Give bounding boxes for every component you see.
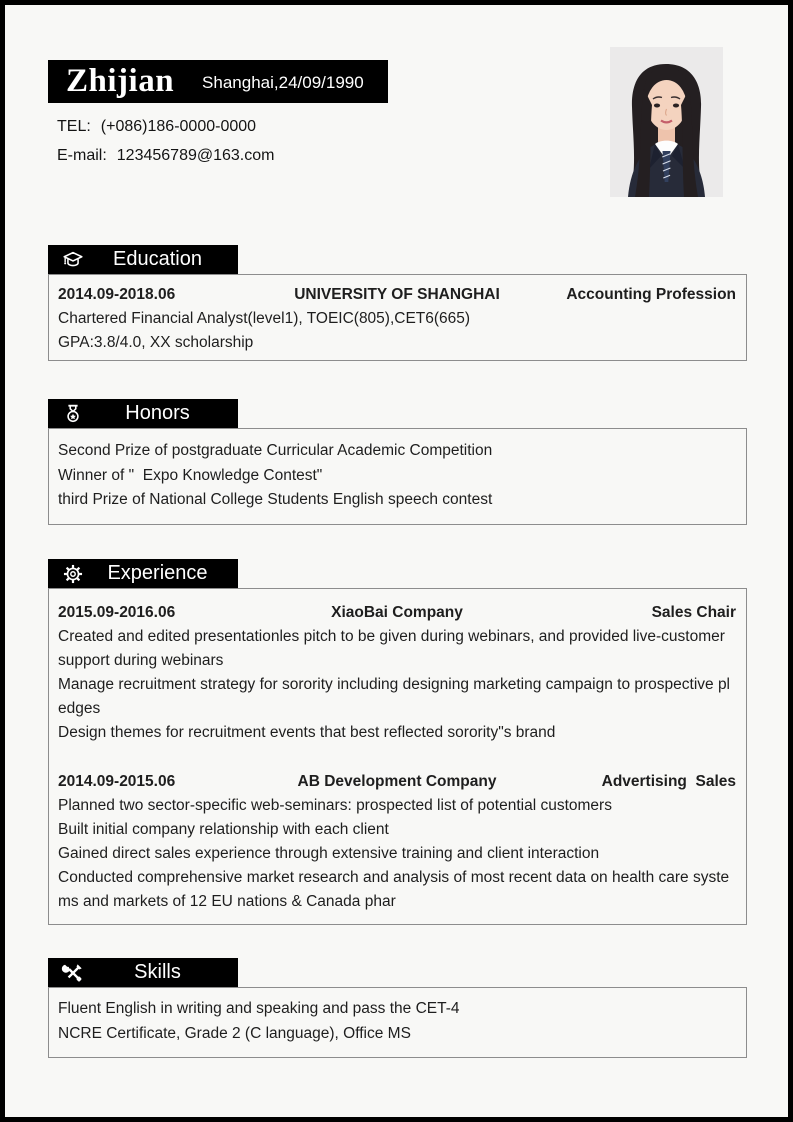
experience-box	[48, 588, 747, 925]
email-value: 123456789@163.com	[116, 147, 275, 164]
profile-photo	[610, 47, 723, 197]
birth-info: Shanghai,24/09/1990	[202, 73, 364, 92]
education-school: UNIVERSITY OF SHANGHAI	[294, 286, 500, 303]
honor-line: third Prize of National College Students English speech contest	[58, 491, 493, 508]
skill-line: Fluent English in writing and speaking and pass the CET-4	[58, 1000, 460, 1017]
experience-title: Experience	[107, 562, 208, 584]
job-bullet: Created and edited presentationles pitch to be given during webinars, and provided live-customer support during webinars	[58, 628, 730, 669]
tel-line	[57, 117, 256, 137]
experience-header	[48, 559, 238, 588]
job-bullet: Built initial company relationship with each client	[58, 821, 389, 838]
honors-box	[48, 428, 747, 525]
education-line: GPA:3.8/4.0, XX scholarship	[58, 334, 254, 351]
honor-line: Second Prize of postgraduate Curricular Academic Competition	[58, 442, 493, 459]
job-separator	[58, 745, 736, 770]
education-title: Education	[113, 248, 202, 270]
tel-value: (+086)186-0000-0000	[100, 118, 257, 135]
job-role: Advertising Sales	[601, 773, 737, 790]
education-box	[48, 274, 747, 361]
skills-header	[48, 958, 238, 987]
skills-box	[48, 987, 747, 1058]
job-date: 2014.09-2015.06	[58, 773, 176, 790]
job-bullet: Planned two sector-specific web-seminars: prospected list of potential customers	[58, 797, 612, 814]
email-label: E-mail:	[57, 147, 107, 164]
job-bullet: Design themes for recruitment events that best reflected sorority"s brand	[58, 724, 556, 741]
education-line: Chartered Financial Analyst(level1), TOEIC(805),CET6(665)	[58, 310, 471, 327]
education-header	[48, 245, 238, 274]
job-role: Sales Chair	[651, 604, 736, 621]
tel-label: TEL:	[57, 118, 91, 135]
job-bullet: Gained direct sales experience through extensive training and client interaction	[58, 845, 600, 862]
honor-line: Winner of " Expo Knowledge Contest"	[58, 466, 323, 484]
job-company: XiaoBai Company	[331, 604, 463, 621]
candidate-name: Zhijian	[66, 63, 175, 99]
name-banner	[48, 60, 388, 103]
email-line	[57, 146, 274, 166]
honors-header	[48, 399, 238, 428]
job-bullet: Manage recruitment strategy for sorority including designing marketing campaign to prospective pledges	[58, 676, 731, 717]
education-date: 2014.09-2018.06	[58, 286, 176, 303]
medal-icon	[61, 402, 85, 426]
education-major: Accounting Profession	[566, 286, 737, 303]
gear-icon	[61, 562, 85, 586]
education-row	[58, 283, 736, 307]
job-date: 2015.09-2016.06	[58, 604, 176, 621]
skill-line: NCRE Certificate, Grade 2 (C language), Office MS	[58, 1024, 411, 1042]
graduation-cap-icon	[61, 248, 85, 272]
job-company: AB Development Company	[297, 773, 497, 790]
job-row	[58, 770, 736, 794]
crossed-tools-icon	[61, 961, 85, 985]
honors-title: Honors	[125, 402, 190, 424]
profile-photo-illustration	[610, 47, 723, 197]
job-row	[58, 601, 736, 625]
skills-title: Skills	[134, 961, 181, 983]
job-bullet: Conducted comprehensive market research and analysis of most recent data on health care systems and markets of 12 EU nations & Canada phar	[58, 869, 730, 910]
